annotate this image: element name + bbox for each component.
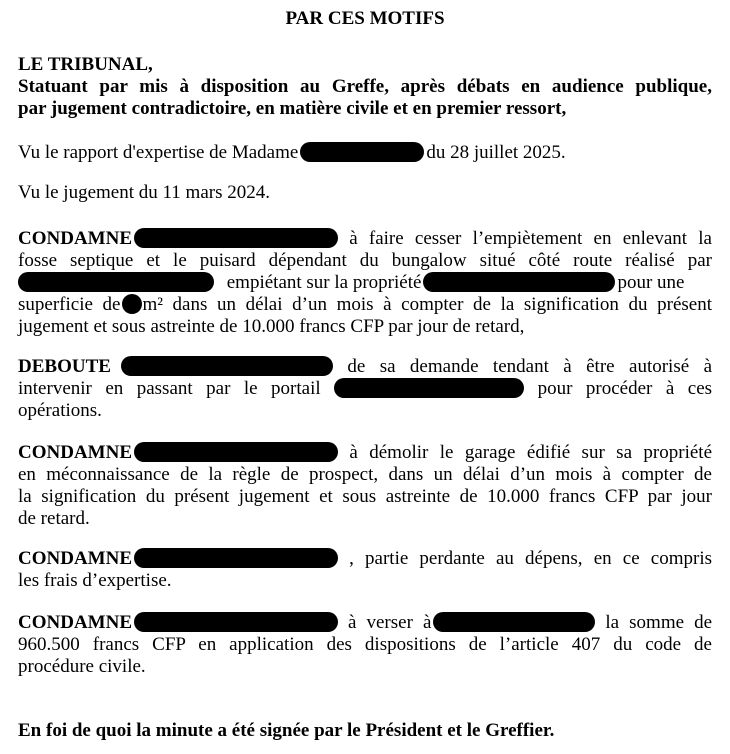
p3-line-4: de retard.: [18, 508, 90, 529]
p2-line-2-a: intervenir en passant par le portail: [18, 378, 321, 399]
p1-line-3-end: pour une: [617, 272, 685, 293]
p5-line-3: procédure civile.: [18, 656, 146, 677]
redaction-mark: [134, 612, 338, 632]
p4-line-2: les frais d’expertise.: [18, 570, 172, 591]
p1-line-2: fosse septique et le puisard dépendant du bungalow situé côté route réalisé par: [18, 250, 712, 271]
p2-line-1-text: de sa demande tendant à être autorisé à: [347, 356, 713, 377]
p1-line-4-b: m² dans un délai d’un mois à compter de la signification du présent: [142, 294, 712, 315]
redaction-mark: [433, 612, 595, 632]
p1-line-4: [18, 294, 712, 316]
p1-line-1-text: à faire cesser l’empiètement en enlevant la: [349, 228, 712, 249]
p3-line-1-text: à démolir le garage édifié sur sa propriété: [349, 442, 712, 463]
redaction-mark: [122, 294, 142, 314]
vu-jugement-line: Vu le jugement du 11 mars 2024.: [18, 182, 270, 203]
p1-line-3: [18, 272, 712, 294]
redaction-mark: [134, 548, 338, 568]
redaction-mark: [134, 228, 338, 248]
p1-line-1: [18, 228, 712, 250]
redaction-mark: [121, 356, 333, 376]
p3-verb: CONDAMNE: [18, 442, 132, 463]
p4-line-1-text: , partie perdante au dépens, en ce compris: [349, 548, 712, 569]
section-title: PAR CES MOTIFS: [285, 8, 445, 29]
vu-rapport-line: [18, 142, 566, 164]
p5-line-1: [18, 612, 712, 634]
p2-line-1: [18, 356, 712, 378]
p1-line-4-a: superficie de: [18, 294, 121, 315]
p2-line-2: [18, 378, 712, 400]
p4-line-1: [18, 548, 712, 570]
vu-rapport-date: du 28 juillet 2025.: [426, 142, 566, 163]
p4-verb: CONDAMNE: [18, 548, 132, 569]
court-name: LE TRIBUNAL,: [18, 54, 153, 75]
p3-line-2: en méconnaissance de la règle de prospect, dans un délai d’un mois à compter de: [18, 464, 712, 485]
preamble-line-1: Statuant par mis à disposition au Greffe, après débats en audience publique,: [18, 76, 712, 97]
redaction-mark: [134, 442, 338, 462]
p1-line-5: jugement et sous astreinte de 10.000 francs CFP par jour de retard,: [18, 316, 525, 337]
p5-verb: CONDAMNE: [18, 612, 132, 633]
p5-line-1-end: la somme de: [605, 612, 712, 633]
p2-line-2-b: pour procéder à ces: [537, 378, 713, 399]
p2-line-3: opérations.: [18, 400, 102, 421]
p5-line-2: 960.500 francs CFP en application des dispositions de l’article 407 du code de: [18, 634, 712, 655]
redaction-mark: [423, 272, 615, 292]
preamble-line-2: par jugement contradictoire, en matière civile et en premier ressort,: [18, 98, 567, 119]
p1-line-3-text: empiétant sur la propriété: [226, 272, 422, 293]
p5-line-1-mid: à verser à: [348, 612, 432, 633]
redaction-mark: [300, 142, 424, 162]
p1-verb: CONDAMNE: [18, 228, 132, 249]
p3-line-3: la signification du présent jugement et sous astreinte de 10.000 francs CFP par jour: [18, 486, 712, 507]
vu-rapport-text: Vu le rapport d'expertise de Madame: [18, 142, 299, 163]
p2-verb: DEBOUTE: [18, 356, 111, 377]
closing-statement: En foi de quoi la minute a été signée par le Président et le Greffier.: [18, 720, 555, 741]
p3-line-1: [18, 442, 712, 464]
redaction-mark: [18, 272, 214, 292]
redaction-mark: [334, 378, 524, 398]
